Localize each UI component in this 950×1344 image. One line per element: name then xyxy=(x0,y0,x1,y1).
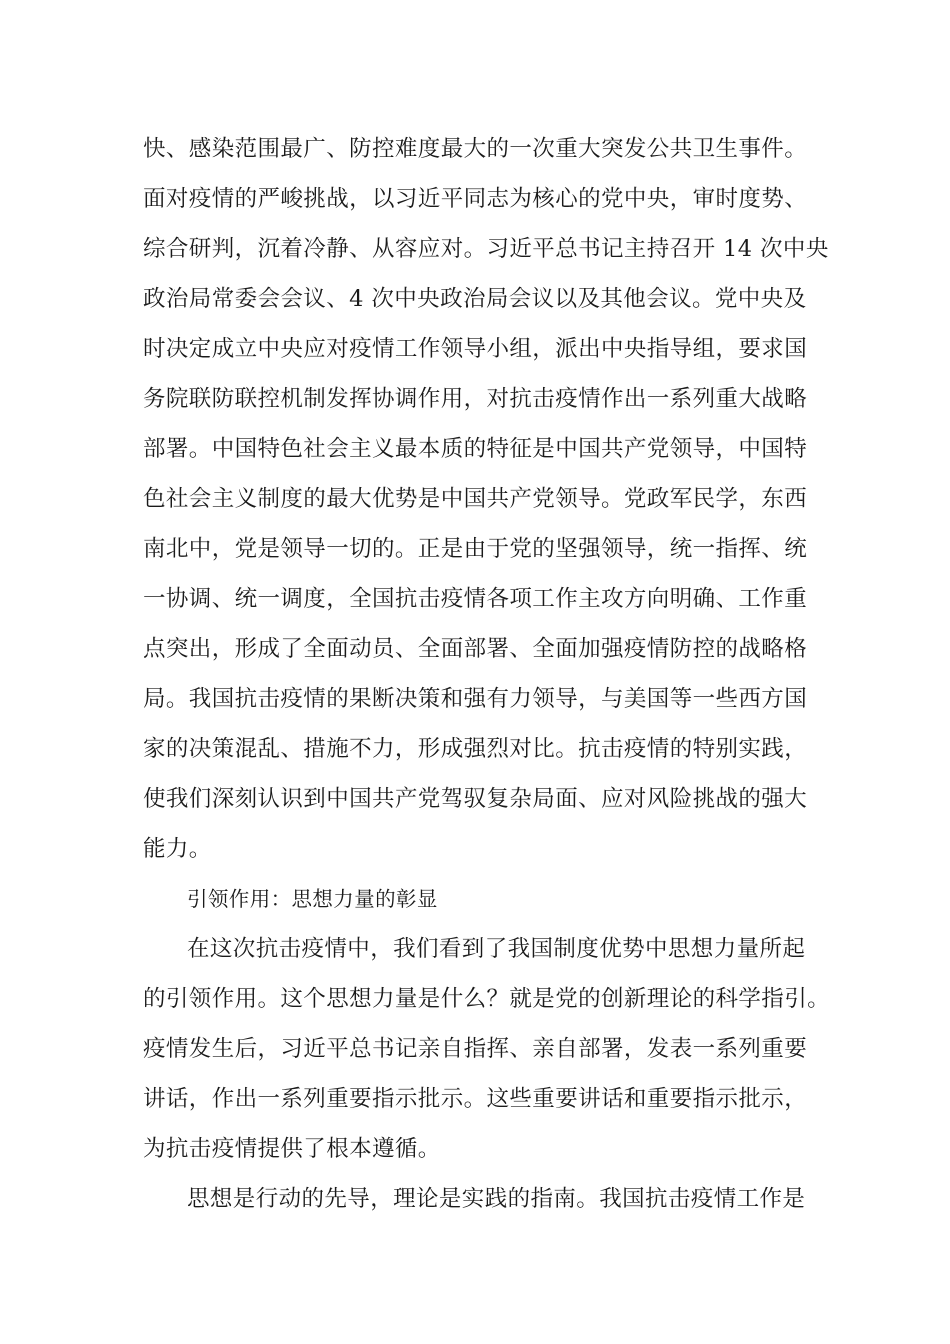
text-line: 能力。 xyxy=(143,836,212,862)
text-line: 局。我国抗击疫情的果断决策和强有力领导，与美国等一些西方国 xyxy=(143,686,808,712)
text-line: 南北中，党是领导一切的。正是由于党的坚强领导，统一指挥、统 xyxy=(143,536,808,562)
text-line: 家的决策混乱、措施不力，形成强烈对比。抗击疫情的特别实践， xyxy=(143,736,808,762)
text-line: 色社会主义制度的最大优势是中国共产党领导。党政军民学，东西 xyxy=(143,486,808,512)
text-line: 点突出，形成了全面动员、全面部署、全面加强疫情防控的战略格 xyxy=(143,636,808,662)
text-line: 面对疫情的严峻挑战，以习近平同志为核心的党中央，审时度势、 xyxy=(143,186,808,212)
text-line: 务院联防联控机制发挥协调作用，对抗击疫情作出一系列重大战略 xyxy=(143,386,808,412)
text-line: 为抗击疫情提供了根本遵循。 xyxy=(143,1136,441,1162)
text-line: 一协调、统一调度，全国抗击疫情各项工作主攻方向明确、工作重 xyxy=(143,586,808,612)
text-line: 政治局常委会会议、4 次中央政治局会议以及其他会议。党中央及 xyxy=(143,286,807,312)
text-line: 部署。中国特色社会主义最本质的特征是中国共产党领导，中国特 xyxy=(143,436,808,462)
text-line: 的引领作用。这个思想力量是什么？就是党的创新理论的科学指引。 xyxy=(143,986,831,1012)
paragraph-3 xyxy=(143,1174,823,1224)
paragraph-2 xyxy=(143,924,831,1174)
text-line: 思想是行动的先导，理论是实践的指南。我国抗击疫情工作是 xyxy=(187,1186,806,1212)
text-line: 快、感染范围最广、防控难度最大的一次重大突发公共卫生事件。 xyxy=(143,136,808,162)
text-line: 疫情发生后，习近平总书记亲自指挥、亲自部署，发表一系列重要 xyxy=(143,1036,808,1062)
paragraph-1 xyxy=(143,124,829,874)
section-heading: 引领作用：思想力量的彰显 xyxy=(187,887,438,911)
text-line: 讲话，作出一系列重要指示批示。这些重要讲话和重要指示批示， xyxy=(143,1086,808,1112)
text-line: 使我们深刻认识到中国共产党驾驭复杂局面、应对风险挑战的强大 xyxy=(143,786,808,812)
document-body xyxy=(143,124,831,1224)
text-line: 时决定成立中央应对疫情工作领导小组，派出中央指导组，要求国 xyxy=(143,336,808,362)
text-line: 综合研判，沉着冷静、从容应对。习近平总书记主持召开 14 次中央 xyxy=(143,236,829,262)
text-line: 在这次抗击疫情中，我们看到了我国制度优势中思想力量所起 xyxy=(187,936,806,962)
